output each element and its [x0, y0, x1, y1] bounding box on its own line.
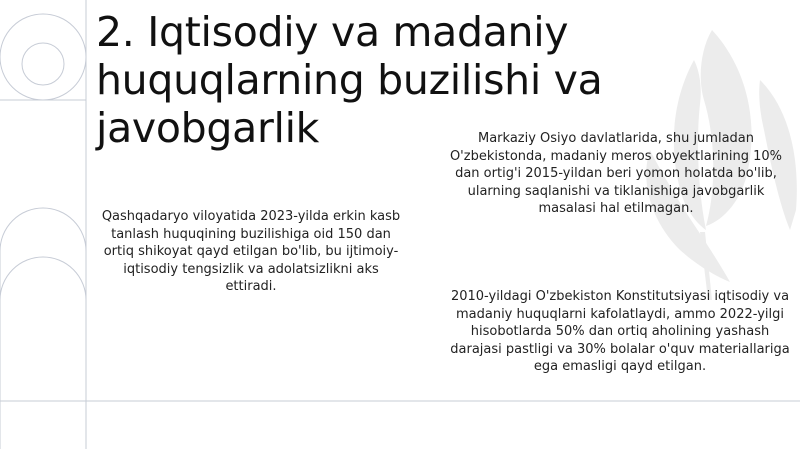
slide-title: 2. Iqtisodiy va madaniy huquqlarning buzilishi va javobgarlik	[96, 8, 603, 152]
paragraph-constitution-report: 2010-yildagi O'zbekiston Konstitutsiyasi iqtisodiy va madaniy huquqlarni kafolatlaydi, ammo 2022-yilgi hisobotlarda 50% dan ortiq aholining yashash darajasi pastligi va 30% bolalar o'quv materiallariga ega emasligi qayd etilgan.	[450, 289, 790, 374]
arch-1	[0, 208, 86, 251]
arch-2	[0, 257, 86, 300]
inner-circle	[22, 43, 64, 85]
paragraph-cultural-heritage: Markaziy Osiyo davlatlarida, shu jumladan O'zbekistonda, madaniy meros obyektlarining 10% dan ortig'i 2015-yildan beri yomon holatda bo'lib, ularning saqlanishi va tiklanishiga javobgarlik masalasi hal etilmagan.	[449, 131, 783, 216]
outer-circle	[0, 14, 86, 100]
paragraph-employment-complaints: Qashqadaryo viloyatida 2023-yilda erkin kasb tanlash huquqining buzilishiga oid 150 dan ortiq shikoyat qayd etilgan bo'lib, bu ijtimoiy-iqtisodiy tengsizlik va adolatsizlikni aks ettiradi.	[101, 209, 401, 294]
